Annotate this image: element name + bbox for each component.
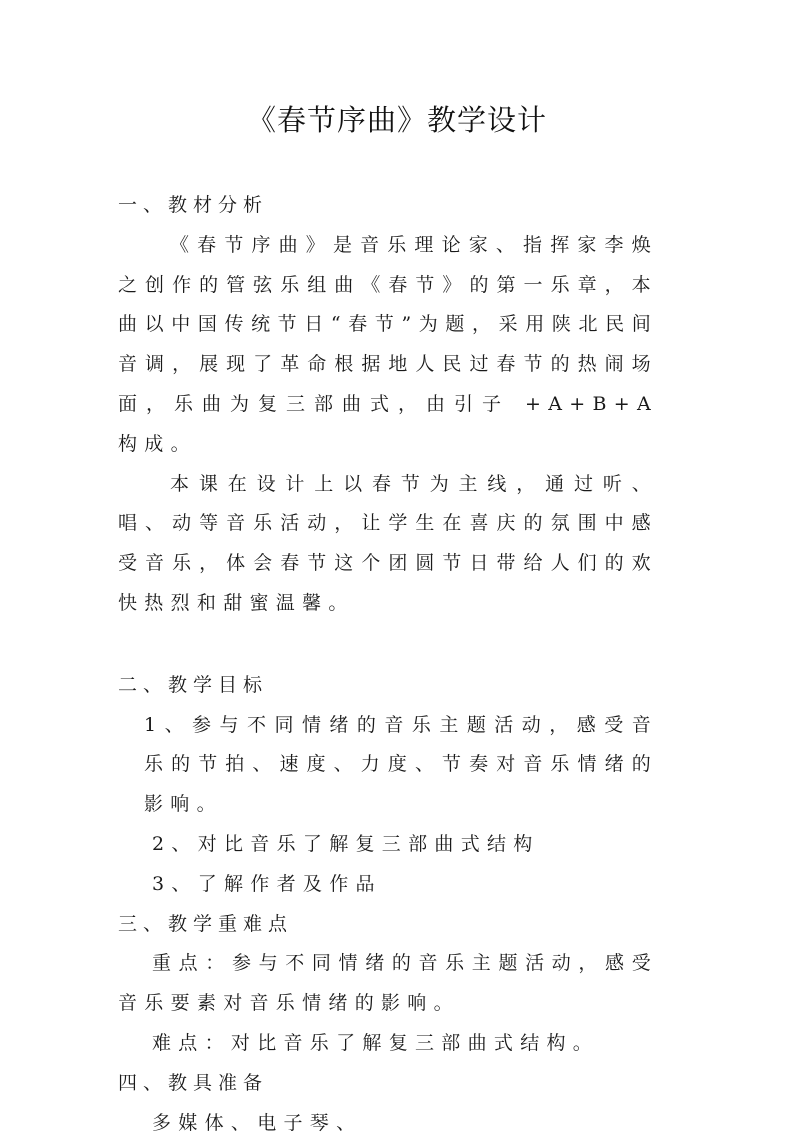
objective-item-1: 1、参与不同情绪的音乐主题活动，感受音乐的节拍、速度、力度、节奏对音乐情绪的影响。 <box>144 713 658 816</box>
section-heading-teaching-objectives: 二、教学目标 <box>118 673 269 696</box>
paragraph-lesson-design: 本课在设计上以春节为主线，通过听、唱、动等音乐活动，让学生在喜庆的氛围中感受音乐，体会春节这个团圆节日带给人们的欢快热烈和甜蜜温馨。 <box>118 472 658 614</box>
section-heading-key-difficult-points: 三、教学重难点 <box>118 912 294 935</box>
paragraph-work-introduction: 《春节序曲》是音乐理论家、指挥家李焕之创作的管弦乐组曲《春节》的第一乐章，本曲以中国传统节日“春节”为题，采用陕北民间音调，展现了革命根据地人民过春节的热闹场面，乐曲为复三部曲式，由引子 +A+B+A 构成。 <box>118 233 658 455</box>
section-spacer <box>118 624 658 666</box>
section-heading-teaching-aids: 四、教具准备 <box>118 1071 269 1094</box>
document-body <box>118 186 658 1143</box>
objective-item-3: 3、了解作者及作品 <box>152 872 382 895</box>
key-point: 重点：参与不同情绪的音乐主题活动，感受音乐要素对音乐情绪的影响。 <box>118 952 658 1015</box>
objective-item-2: 2、对比音乐了解复三部曲式结构 <box>152 832 540 855</box>
document-title: 《春节序曲》教学设计 <box>246 103 547 137</box>
teaching-aids-list: 多媒体、电子琴、 <box>152 1111 363 1134</box>
section-heading-materials-analysis: 一、教材分析 <box>118 194 269 216</box>
difficult-point: 难点：对比音乐了解复三部曲式结构。 <box>152 1031 600 1054</box>
